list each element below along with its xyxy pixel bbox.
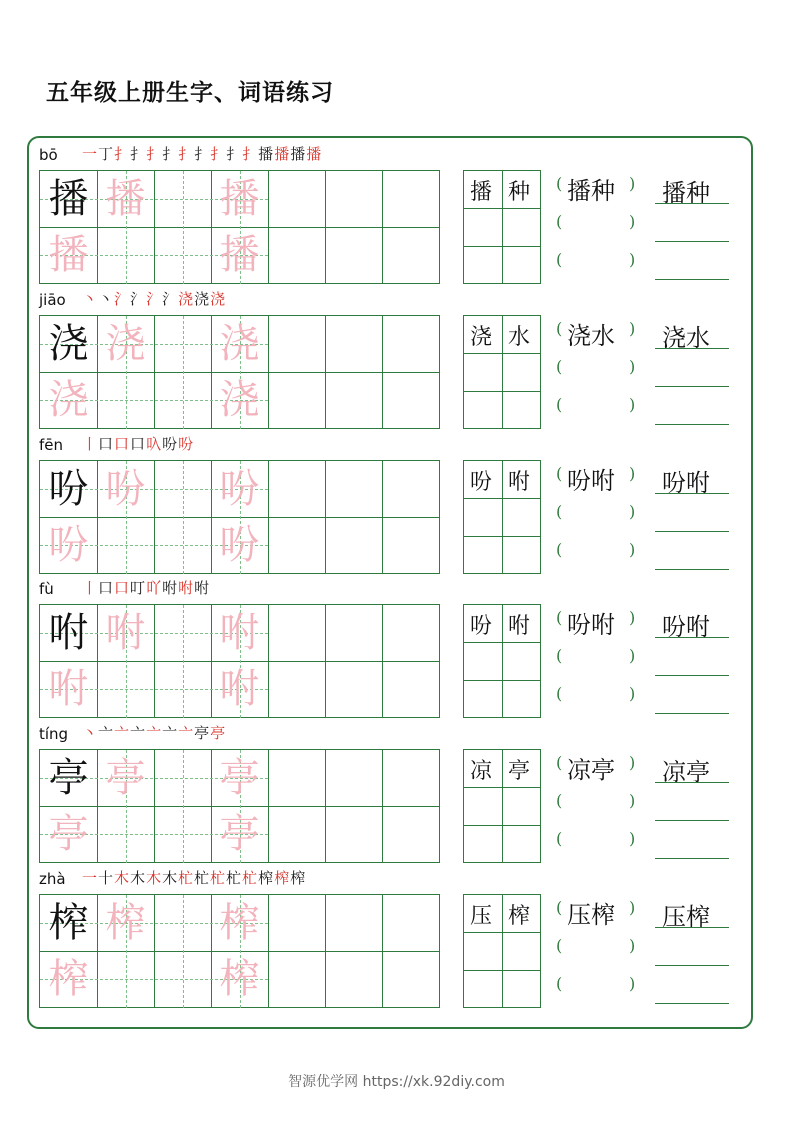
stroke-step: 口: [114, 435, 131, 453]
stroke-step: 丶: [82, 724, 99, 742]
writing-line: [655, 965, 729, 966]
model-character: 吩: [48, 466, 89, 512]
paren-open: (: [556, 898, 563, 917]
character-grid: [39, 170, 440, 284]
stroke-step: 木: [162, 869, 179, 887]
stroke-step: 扌: [242, 145, 259, 163]
paren-close: ): [629, 502, 636, 521]
stroke-step: 氵: [114, 290, 131, 308]
practice-row: [0, 285, 793, 431]
trace-character: 亭: [219, 811, 260, 857]
paren-close: ): [629, 974, 636, 993]
trace-character: 咐: [219, 610, 260, 656]
paren-close: ): [629, 250, 636, 269]
stroke-step: 口: [130, 435, 147, 453]
grid-line: [502, 461, 503, 573]
stroke-step: 亠: [178, 724, 195, 742]
stroke-step: 丶: [98, 290, 115, 308]
stroke-step: 吩: [178, 435, 195, 453]
stroke-step: 一: [82, 145, 99, 163]
stroke-step: 亭: [210, 724, 227, 742]
stroke-order: [82, 722, 226, 743]
stroke-order: [82, 867, 306, 888]
stroke-step: 氵: [130, 290, 147, 308]
pinyin-label: fù: [39, 580, 54, 598]
stroke-step: 扌: [146, 145, 163, 163]
trace-character: 咐: [48, 666, 89, 712]
stroke-step: 扌: [130, 145, 147, 163]
word-grid: [463, 604, 541, 718]
paren-close: ): [629, 684, 636, 703]
grid-line: [464, 642, 540, 643]
copy-word: 吩咐: [662, 469, 710, 497]
stroke-step: 叮: [130, 579, 147, 597]
stroke-step: 浇: [210, 290, 227, 308]
word-character: 压: [470, 904, 493, 929]
practice-row: [0, 430, 793, 576]
paren-open: (: [556, 319, 563, 338]
copy-word: 吩咐: [662, 613, 710, 641]
grid-line: [464, 536, 540, 537]
stroke-step: 氵: [146, 290, 163, 308]
trace-character: 吩: [105, 466, 146, 512]
copy-word: 浇水: [662, 324, 710, 352]
stroke-step: 播: [274, 145, 291, 163]
writing-line: [655, 713, 729, 714]
paren-open: (: [556, 791, 563, 810]
paren-close: ): [629, 898, 636, 917]
paren-open: (: [556, 464, 563, 483]
grid-line: [464, 391, 540, 392]
paren-close: ): [629, 174, 636, 193]
trace-character: 浇: [48, 377, 89, 423]
guide-line: [183, 895, 184, 1008]
word-character: 凉: [470, 759, 493, 784]
stroke-step: 木: [114, 869, 131, 887]
guide-line: [183, 461, 184, 574]
grid-line: [502, 605, 503, 717]
character-grid: [39, 894, 440, 1008]
guide-line: [183, 171, 184, 284]
pinyin-answer-word: 吩咐: [567, 467, 615, 495]
paren-open: (: [556, 608, 563, 627]
guide-line: [183, 605, 184, 718]
writing-line: [655, 424, 729, 425]
grid-line: [464, 932, 540, 933]
paren-close: ): [629, 791, 636, 810]
stroke-step: 杧: [242, 869, 259, 887]
grid-line: [464, 208, 540, 209]
grid-line: [464, 787, 540, 788]
footer-watermark: 智源优学网 https://xk.92diy.com: [288, 1074, 505, 1090]
stroke-step: 扌: [162, 145, 179, 163]
grid-line: [502, 750, 503, 862]
model-character: 咐: [48, 610, 89, 656]
pinyin-answer-word: 凉亭: [567, 756, 615, 784]
paren-open: (: [556, 936, 563, 955]
stroke-step: 口: [114, 579, 131, 597]
paren-open: (: [556, 212, 563, 231]
writing-line: [655, 858, 729, 859]
trace-character: 榨: [219, 956, 260, 1002]
copy-word: 凉亭: [662, 758, 710, 786]
character-grid: [39, 749, 440, 863]
stroke-step: 亠: [98, 724, 115, 742]
paren-open: (: [556, 646, 563, 665]
stroke-step: 丁: [98, 145, 115, 163]
trace-character: 咐: [105, 610, 146, 656]
paren-open: (: [556, 974, 563, 993]
stroke-step: 口: [98, 435, 115, 453]
writing-line: [655, 279, 729, 280]
word-grid: [463, 315, 541, 429]
trace-character: 播: [219, 176, 260, 222]
trace-character: 播: [219, 232, 260, 278]
stroke-step: 杧: [178, 869, 195, 887]
paren-open: (: [556, 357, 563, 376]
writing-line: [655, 820, 729, 821]
stroke-step: 播: [290, 145, 307, 163]
word-character: 播: [470, 180, 493, 205]
stroke-step: 扌: [178, 145, 195, 163]
trace-character: 榨: [48, 956, 89, 1002]
trace-character: 吩: [219, 522, 260, 568]
stroke-step: 吩: [162, 435, 179, 453]
writing-line: [655, 637, 729, 638]
writing-line: [655, 675, 729, 676]
writing-line: [655, 782, 729, 783]
grid-line: [502, 171, 503, 283]
stroke-step: 叺: [146, 435, 163, 453]
stroke-step: 榨: [258, 869, 275, 887]
stroke-step: 杧: [194, 869, 211, 887]
paren-close: ): [629, 464, 636, 483]
writing-line: [655, 1003, 729, 1004]
writing-line: [655, 386, 729, 387]
trace-character: 榨: [105, 900, 146, 946]
stroke-step: 丨: [82, 435, 99, 453]
stroke-step: 咐: [178, 579, 195, 597]
trace-character: 吩: [48, 522, 89, 568]
stroke-step: 播: [258, 145, 275, 163]
trace-character: 亭: [48, 811, 89, 857]
paren-close: ): [629, 357, 636, 376]
character-grid: [39, 460, 440, 574]
stroke-step: 榨: [274, 869, 291, 887]
trace-character: 播: [105, 176, 146, 222]
practice-row: [0, 140, 793, 286]
pinyin-label: fēn: [39, 436, 64, 454]
paren-close: ): [629, 540, 636, 559]
writing-line: [655, 348, 729, 349]
stroke-step: 扌: [226, 145, 243, 163]
practice-row: [0, 719, 793, 865]
paren-close: ): [629, 646, 636, 665]
word-grid: [463, 894, 541, 1008]
stroke-step: 亭: [194, 724, 211, 742]
stroke-step: 亠: [162, 724, 179, 742]
page-title: 五年级上册生字、词语练习: [46, 80, 334, 106]
paren-open: (: [556, 502, 563, 521]
trace-character: 浇: [219, 377, 260, 423]
stroke-order: [82, 433, 194, 454]
stroke-step: 氵: [162, 290, 179, 308]
copy-word: 播种: [662, 179, 710, 207]
trace-character: 亭: [219, 755, 260, 801]
practice-row: [0, 864, 793, 1010]
paren-close: ): [629, 395, 636, 414]
writing-line: [655, 241, 729, 242]
word-character: 种: [508, 180, 531, 205]
word-character: 水: [508, 325, 531, 350]
stroke-step: 丨: [82, 579, 99, 597]
grid-line: [464, 353, 540, 354]
character-grid: [39, 315, 440, 429]
word-grid: [463, 749, 541, 863]
pinyin-label: zhà: [39, 870, 66, 888]
word-character: 咐: [508, 614, 531, 639]
stroke-step: 丶: [82, 290, 99, 308]
stroke-step: 榨: [290, 869, 307, 887]
stroke-step: 咐: [162, 579, 179, 597]
stroke-step: 杧: [226, 869, 243, 887]
word-character: 浇: [470, 325, 493, 350]
model-character: 播: [48, 176, 89, 222]
paren-close: ): [629, 829, 636, 848]
trace-character: 浇: [219, 321, 260, 367]
word-grid: [463, 460, 541, 574]
stroke-step: 浇: [178, 290, 195, 308]
guide-line: [183, 316, 184, 429]
grid-line: [464, 246, 540, 247]
writing-line: [655, 531, 729, 532]
paren-open: (: [556, 250, 563, 269]
stroke-step: 木: [130, 869, 147, 887]
word-character: 咐: [508, 470, 531, 495]
grid-line: [464, 825, 540, 826]
word-character: 吩: [470, 614, 493, 639]
stroke-step: 播: [306, 145, 323, 163]
grid-line: [464, 498, 540, 499]
model-character: 浇: [48, 321, 89, 367]
word-character: 榨: [508, 904, 531, 929]
paren-open: (: [556, 174, 563, 193]
trace-character: 吩: [219, 466, 260, 512]
paren-close: ): [629, 608, 636, 627]
pinyin-label: bō: [39, 146, 58, 164]
stroke-step: 扌: [114, 145, 131, 163]
stroke-order: [82, 288, 226, 309]
grid-line: [502, 895, 503, 1007]
stroke-step: 吖: [146, 579, 163, 597]
stroke-step: 扌: [194, 145, 211, 163]
writing-line: [655, 493, 729, 494]
stroke-step: 亠: [146, 724, 163, 742]
stroke-step: 扌: [210, 145, 227, 163]
stroke-step: 亠: [130, 724, 147, 742]
paren-open: (: [556, 753, 563, 772]
pinyin-answer-word: 浇水: [567, 322, 615, 350]
writing-line: [655, 927, 729, 928]
grid-line: [464, 680, 540, 681]
stroke-order: [82, 577, 210, 598]
pinyin-answer-word: 播种: [567, 177, 615, 205]
writing-line: [655, 203, 729, 204]
model-character: 亭: [48, 755, 89, 801]
pinyin-label: tíng: [39, 725, 69, 743]
trace-character: 浇: [105, 321, 146, 367]
stroke-order: [82, 143, 322, 164]
trace-character: 咐: [219, 666, 260, 712]
paren-close: ): [629, 753, 636, 772]
pinyin-label: jiāo: [39, 291, 66, 309]
copy-word: 压榨: [662, 903, 710, 931]
paren-open: (: [556, 540, 563, 559]
stroke-step: 口: [98, 579, 115, 597]
grid-line: [502, 316, 503, 428]
paren-close: ): [629, 319, 636, 338]
trace-character: 播: [48, 232, 89, 278]
stroke-step: 一: [82, 869, 99, 887]
guide-line: [183, 750, 184, 863]
paren-open: (: [556, 395, 563, 414]
paren-close: ): [629, 212, 636, 231]
word-character: 吩: [470, 470, 493, 495]
stroke-step: 杧: [210, 869, 227, 887]
practice-row: [0, 574, 793, 720]
stroke-step: 木: [146, 869, 163, 887]
paren-open: (: [556, 684, 563, 703]
pinyin-answer-word: 吩咐: [567, 611, 615, 639]
trace-character: 亭: [105, 755, 146, 801]
paren-close: ): [629, 936, 636, 955]
word-grid: [463, 170, 541, 284]
trace-character: 榨: [219, 900, 260, 946]
character-grid: [39, 604, 440, 718]
grid-line: [464, 970, 540, 971]
stroke-step: 亠: [114, 724, 131, 742]
pinyin-answer-word: 压榨: [567, 901, 615, 929]
paren-open: (: [556, 829, 563, 848]
writing-line: [655, 569, 729, 570]
word-character: 亭: [508, 759, 531, 784]
stroke-step: 浇: [194, 290, 211, 308]
stroke-step: 十: [98, 869, 115, 887]
stroke-step: 咐: [194, 579, 211, 597]
model-character: 榨: [48, 900, 89, 946]
